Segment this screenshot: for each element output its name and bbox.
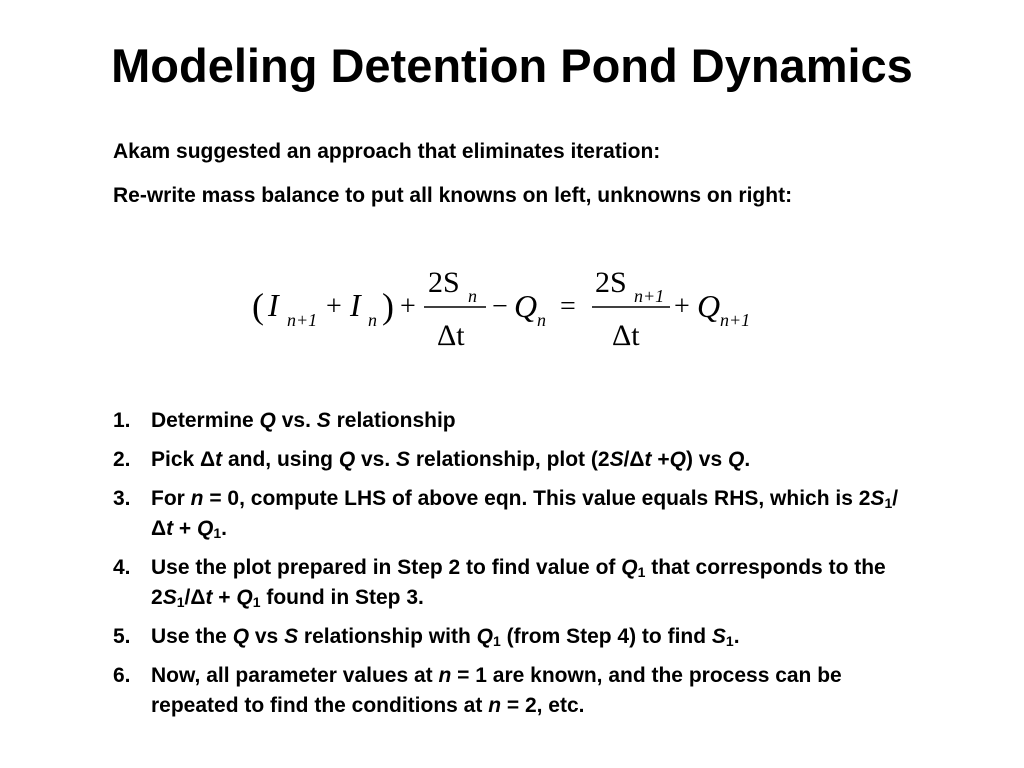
math-var: Q <box>476 625 493 648</box>
step-text: Pick <box>151 448 201 471</box>
eq-delta-t-1: Δt <box>437 319 465 352</box>
step-text: that corresponds to the 2 <box>151 556 886 609</box>
eq-plus-3: + <box>674 291 690 322</box>
math-subscript: 1 <box>252 594 261 610</box>
eq-outflow-next-sub: n+1 <box>720 310 751 330</box>
math-var: n <box>488 694 502 717</box>
math-var: S <box>870 487 885 510</box>
step-text: /Δ <box>623 448 645 471</box>
eq-storage-now: 2S <box>428 266 460 299</box>
procedure-steps <box>113 406 913 730</box>
eq-storage-next-sub: n+1 <box>634 286 665 306</box>
eq-storage-next: 2S <box>595 266 627 299</box>
step-text: Use the <box>151 625 233 648</box>
math-var: Q <box>236 586 253 609</box>
step-text: = 2, etc. <box>501 694 585 717</box>
math-var: S <box>609 448 624 471</box>
step-text: + <box>173 517 198 540</box>
step-text: relationship, plot (2 <box>410 448 610 471</box>
math-subscript: 1 <box>492 633 501 649</box>
step-item <box>113 661 913 721</box>
math-subscript: 1 <box>725 633 734 649</box>
eq-plus-1: + <box>326 291 342 322</box>
math-var: Q <box>259 409 276 432</box>
math-var: Q <box>338 448 356 471</box>
eq-inflow-now: I <box>350 287 361 323</box>
eq-inflow-next: I <box>268 287 279 323</box>
step-text: = 1 are known, and the process can be repeated to find the conditions at <box>151 664 842 717</box>
math-var: Q <box>669 448 686 471</box>
step-number: 3. <box>113 487 131 510</box>
step-number: 6. <box>113 664 131 687</box>
math-var: Q <box>232 625 250 648</box>
eq-outflow-now: Q <box>514 288 538 324</box>
eq-outflow-next: Q <box>697 288 721 324</box>
math-var: t <box>205 586 213 609</box>
step-text: For <box>151 487 191 510</box>
eq-outflow-now-sub: n <box>537 310 546 330</box>
math-subscript: 1 <box>213 525 222 541</box>
intro-line-rewrite: Re-write mass balance to put all knowns on left, unknowns on right: <box>113 184 793 207</box>
math-subscript: 1 <box>637 564 646 580</box>
step-text: ) vs <box>685 448 728 471</box>
step-item <box>113 553 913 613</box>
math-var: S <box>284 625 299 648</box>
step-text: relationship <box>330 409 456 432</box>
step-text: vs <box>249 625 285 648</box>
eq-plus-2: + <box>400 291 416 322</box>
math-var: S <box>316 409 331 432</box>
eq-minus: − <box>492 291 508 322</box>
step-text: . <box>744 448 751 471</box>
eq-storage-now-sub: n <box>468 286 477 306</box>
step-text: Now, all parameter values at <box>151 664 439 687</box>
math-var: S <box>162 586 177 609</box>
math-var: S <box>396 448 411 471</box>
step-text: vs. <box>355 448 397 471</box>
math-subscript: 1 <box>884 495 893 511</box>
eq-inflow-now-sub: n <box>368 310 377 330</box>
step-text: Determine <box>151 409 260 432</box>
math-var: Q <box>621 556 638 579</box>
step-text: relationship with <box>298 625 477 648</box>
math-var: t <box>215 448 223 471</box>
step-text: /Δ <box>151 487 899 540</box>
math-var: S <box>711 625 726 648</box>
step-text: vs. <box>275 409 317 432</box>
step-text: /Δ <box>184 586 206 609</box>
step-text: and, using <box>222 448 339 471</box>
intro-line-akam: Akam suggested an approach that eliminates iteration: <box>113 140 661 163</box>
math-var: n <box>438 664 452 687</box>
math-subscript: 1 <box>176 594 185 610</box>
math-var: Q <box>197 517 214 540</box>
slide-title: Modeling Detention Pond Dynamics <box>111 39 913 92</box>
math-symbol: Δ <box>200 448 216 471</box>
step-text: found in Step 3. <box>260 586 424 609</box>
eq-paren-open: ( <box>252 286 264 326</box>
step-item <box>113 445 913 475</box>
math-var: t <box>166 517 174 540</box>
step-text: Use the plot prepared in Step 2 to find value of <box>151 556 622 579</box>
step-text: . <box>221 517 228 540</box>
step-text: = 0, compute LHS of above eqn. This value equals RHS, which is 2 <box>203 487 871 510</box>
eq-inflow-next-sub: n+1 <box>287 310 318 330</box>
step-text: + <box>212 586 237 609</box>
step-text: (from Step 4) to find <box>500 625 712 648</box>
step-item <box>113 406 913 436</box>
eq-equals: = <box>560 291 576 322</box>
eq-paren-close: ) <box>382 286 394 326</box>
mass-balance-equation <box>250 262 770 362</box>
eq-delta-t-2: Δt <box>612 319 640 352</box>
step-item <box>113 484 913 544</box>
step-number: 2. <box>113 448 131 471</box>
step-item <box>113 622 913 652</box>
math-var: n <box>190 487 204 510</box>
step-number: 1. <box>113 409 131 432</box>
step-text: + <box>651 448 670 471</box>
math-var: Q <box>728 448 745 471</box>
step-number: 5. <box>113 625 131 648</box>
step-number: 4. <box>113 556 131 579</box>
step-text: . <box>733 625 740 648</box>
math-var: t <box>644 448 652 471</box>
